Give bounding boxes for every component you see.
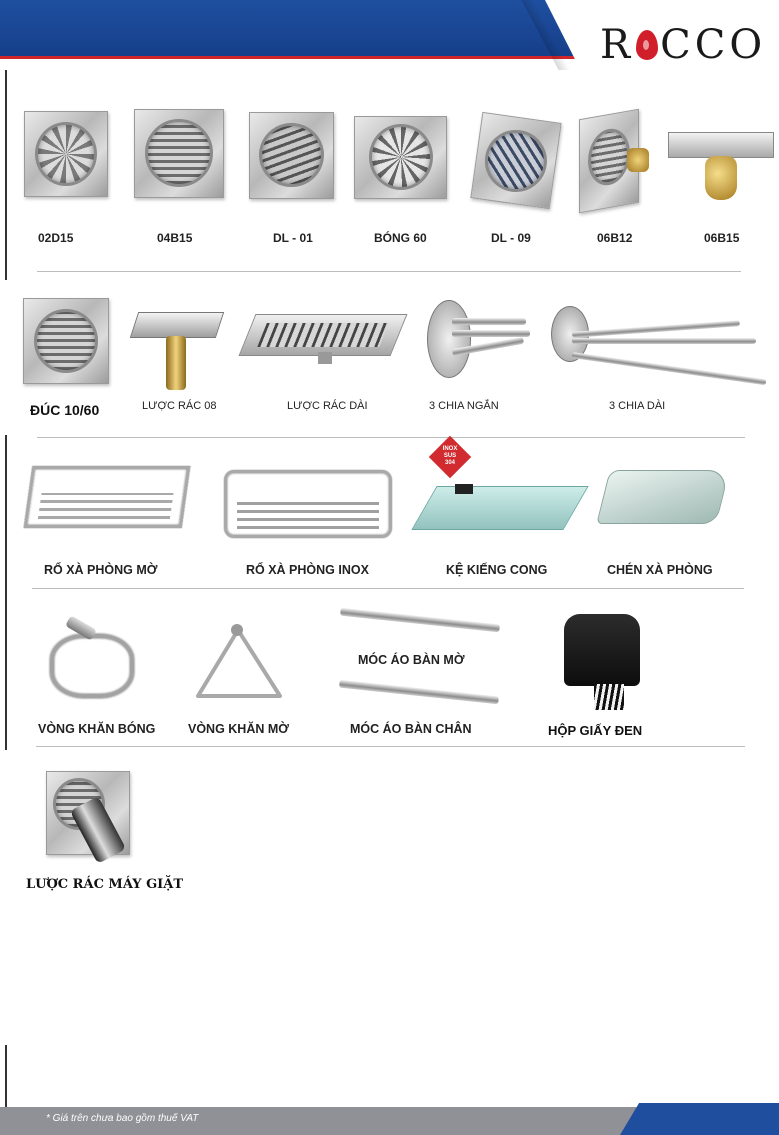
hanger-rod: [572, 352, 767, 385]
product-label: BÓNG 60: [374, 231, 427, 245]
product-image-luoc-rac-08: [130, 312, 224, 338]
product-label: HỘP GIẤY ĐEN: [548, 723, 643, 738]
product-label: DL - 01: [273, 231, 313, 245]
drain-outlet-icon: [318, 352, 332, 364]
logo-letters-cco: CCO: [660, 22, 767, 68]
product-label: 06B12: [597, 231, 633, 245]
product-image-duc-10-60: [23, 298, 109, 384]
product-label: VÒNG KHĂN MỜ: [188, 722, 289, 736]
product-image-02d15: [24, 111, 108, 197]
header-band: [0, 0, 600, 56]
product-image-moc-ao-ban-chan: [339, 680, 499, 705]
hanger-rod: [452, 318, 526, 325]
hanger-rod: [452, 330, 530, 337]
brass-pipe-icon: [166, 336, 186, 390]
product-image-hop-giay-den: [564, 614, 640, 686]
header-red-stripe: [0, 56, 590, 59]
hanger-rod: [572, 320, 740, 338]
row-divider: [32, 588, 744, 589]
brass-trap-icon: [627, 148, 649, 172]
badge-line: INOX: [442, 446, 458, 452]
product-image-ke-kieng-cong: [411, 486, 588, 530]
product-image-dl01: [249, 112, 334, 199]
badge-line: 304: [444, 460, 455, 466]
badge-line: SUS: [443, 453, 457, 459]
product-label: KỆ KIẾNG CONG: [446, 563, 548, 577]
product-image-dl09: [470, 112, 561, 209]
product-label: VÒNG KHĂN BÓNG: [38, 722, 156, 736]
product-label: DL - 09: [491, 231, 531, 245]
row-divider: [37, 437, 745, 438]
left-edge-line: [5, 435, 7, 750]
hanger-rod: [572, 338, 756, 344]
product-label: 06B15: [704, 231, 740, 245]
product-image-luoc-rac-dai: [239, 314, 408, 356]
ring-mount-icon: [231, 624, 243, 636]
product-image-moc-ao-ban-mo: [340, 608, 500, 633]
product-image-3-chia-ngan: [427, 300, 471, 378]
product-label: MÓC ÁO BÀN MỜ: [358, 653, 465, 667]
footer-blue-corner: [620, 1103, 779, 1135]
product-label: LƯỢC RÁC 08: [142, 400, 217, 412]
product-label: LƯỢC RÁC MÁY GIẶT: [26, 877, 184, 892]
logo-letter-r: R: [600, 22, 635, 68]
product-label: RỔ XÀ PHÒNG MỜ: [44, 563, 158, 577]
row-divider: [37, 271, 741, 272]
shelf-bracket-icon: [455, 484, 473, 494]
product-label: 04B15: [157, 231, 193, 245]
product-image-06b15: [668, 132, 774, 158]
inox-badge-text: [440, 446, 460, 467]
product-label: MÓC ÁO BÀN CHÂN: [350, 722, 472, 736]
product-image-chen-xa-phong: [596, 470, 729, 524]
left-edge-line: [5, 1045, 7, 1107]
product-label: RỔ XÀ PHÒNG INOX: [246, 563, 369, 577]
product-image-04b15: [134, 109, 224, 198]
tissue-paper-icon: [594, 684, 624, 710]
product-label: LƯỢC RÁC DÀI: [287, 400, 368, 412]
product-image-ro-xa-phong-inox: [224, 470, 392, 538]
product-image-ro-xa-phong-mo: [24, 466, 191, 528]
water-drop-icon: [636, 30, 658, 60]
vat-note: * Giá trên chưa bao gồm thuế VAT: [46, 1113, 199, 1124]
row-divider: [36, 746, 745, 747]
product-label: ĐÚC 10/60: [30, 402, 100, 418]
left-edge-line: [5, 70, 7, 280]
product-label: 3 CHIA NGẮN: [429, 400, 499, 412]
product-image-bong60: [354, 116, 447, 199]
brass-body-icon: [705, 156, 737, 200]
product-image-vong-khan-bong: [50, 634, 134, 698]
product-label: 02D15: [38, 231, 74, 245]
rocco-logo: [600, 22, 766, 68]
product-label: 3 CHIA DÀI: [609, 400, 666, 412]
product-label: CHÉN XÀ PHÒNG: [607, 563, 713, 577]
product-image-vong-khan-mo: [192, 626, 288, 704]
